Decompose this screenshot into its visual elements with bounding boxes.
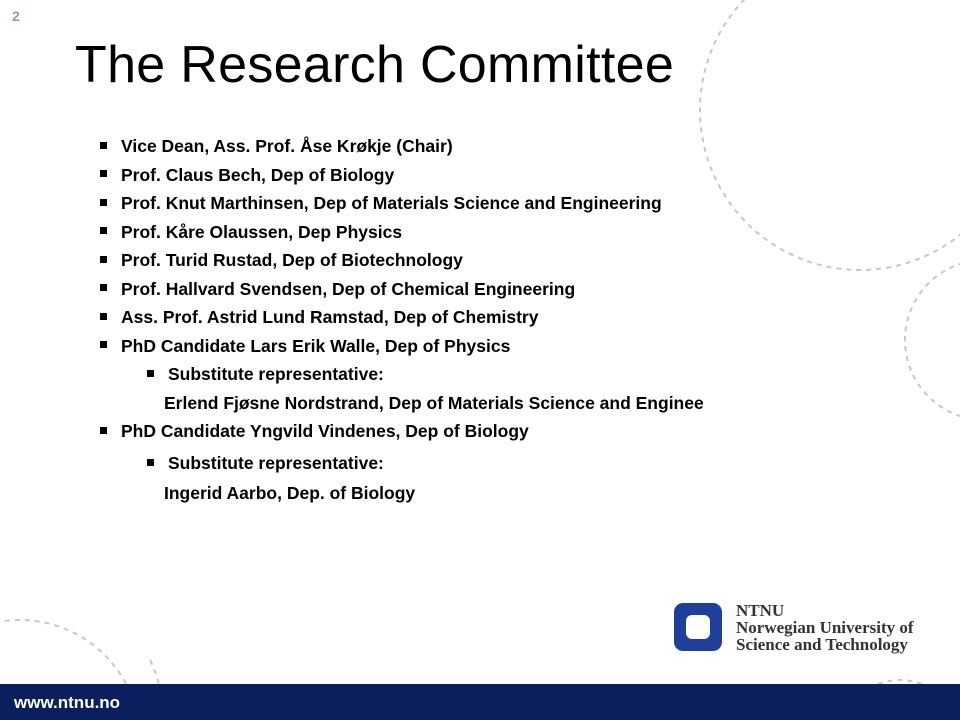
substitute-name: Erlend Fjøsne Nordstrand, Dep of Materials Science and Enginee (164, 392, 704, 413)
logo-line-university: Norwegian University of (736, 618, 914, 637)
list-item: Prof. Kåre Olaussen, Dep Physics (100, 221, 402, 243)
bullet-icon (100, 427, 107, 434)
logo-line-science: Science and Technology (736, 635, 908, 654)
substitute-name: Ingerid Aarbo, Dep. of Biology (164, 483, 416, 503)
bullet-icon (147, 459, 154, 466)
footer-url-link[interactable]: www.ntnu.no (14, 693, 121, 712)
list-item: PhD Candidate Lars Erik Walle, Dep of Physics (100, 335, 510, 357)
bullet-icon (100, 170, 107, 177)
list-item: Prof. Hallvard Svendsen, Dep of Chemical Engineering (100, 278, 575, 300)
dashed-circle-right (905, 260, 960, 420)
list-item: Vice Dean, Ass. Prof. Åse Krøkje (Chair) (100, 135, 453, 157)
sub-list-item: Substitute representative: (147, 363, 384, 385)
slide-title: The Research Committee (75, 36, 675, 94)
list-item: Prof. Turid Rustad, Dep of Biotechnology (100, 249, 463, 271)
ntnu-logo-text (736, 602, 914, 653)
bullet-icon (100, 199, 107, 206)
bullet-icon (100, 227, 107, 234)
list-item: PhD Candidate Yngvild Vindenes, Dep of Biology (100, 420, 529, 442)
bullet-icon (100, 341, 107, 348)
ntnu-logo-icon (674, 603, 722, 651)
dashed-circle-top-right (700, 0, 960, 270)
list-item: Prof. Knut Marthinsen, Dep of Materials Science and Engineering (100, 192, 662, 214)
sub-list-item: Substitute representative: (147, 452, 384, 474)
logo-line-ntnu: NTNU (736, 601, 785, 620)
footer-bar (0, 684, 960, 720)
bullet-icon (147, 370, 154, 377)
bullet-icon (100, 142, 107, 149)
list-item: Ass. Prof. Astrid Lund Ramstad, Dep of Chemistry (100, 306, 538, 328)
list-item: Prof. Claus Bech, Dep of Biology (100, 164, 394, 186)
bullet-icon (100, 284, 107, 291)
bullet-icon (100, 256, 107, 263)
slide-number: 2 (12, 8, 20, 24)
bullet-icon (100, 313, 107, 320)
